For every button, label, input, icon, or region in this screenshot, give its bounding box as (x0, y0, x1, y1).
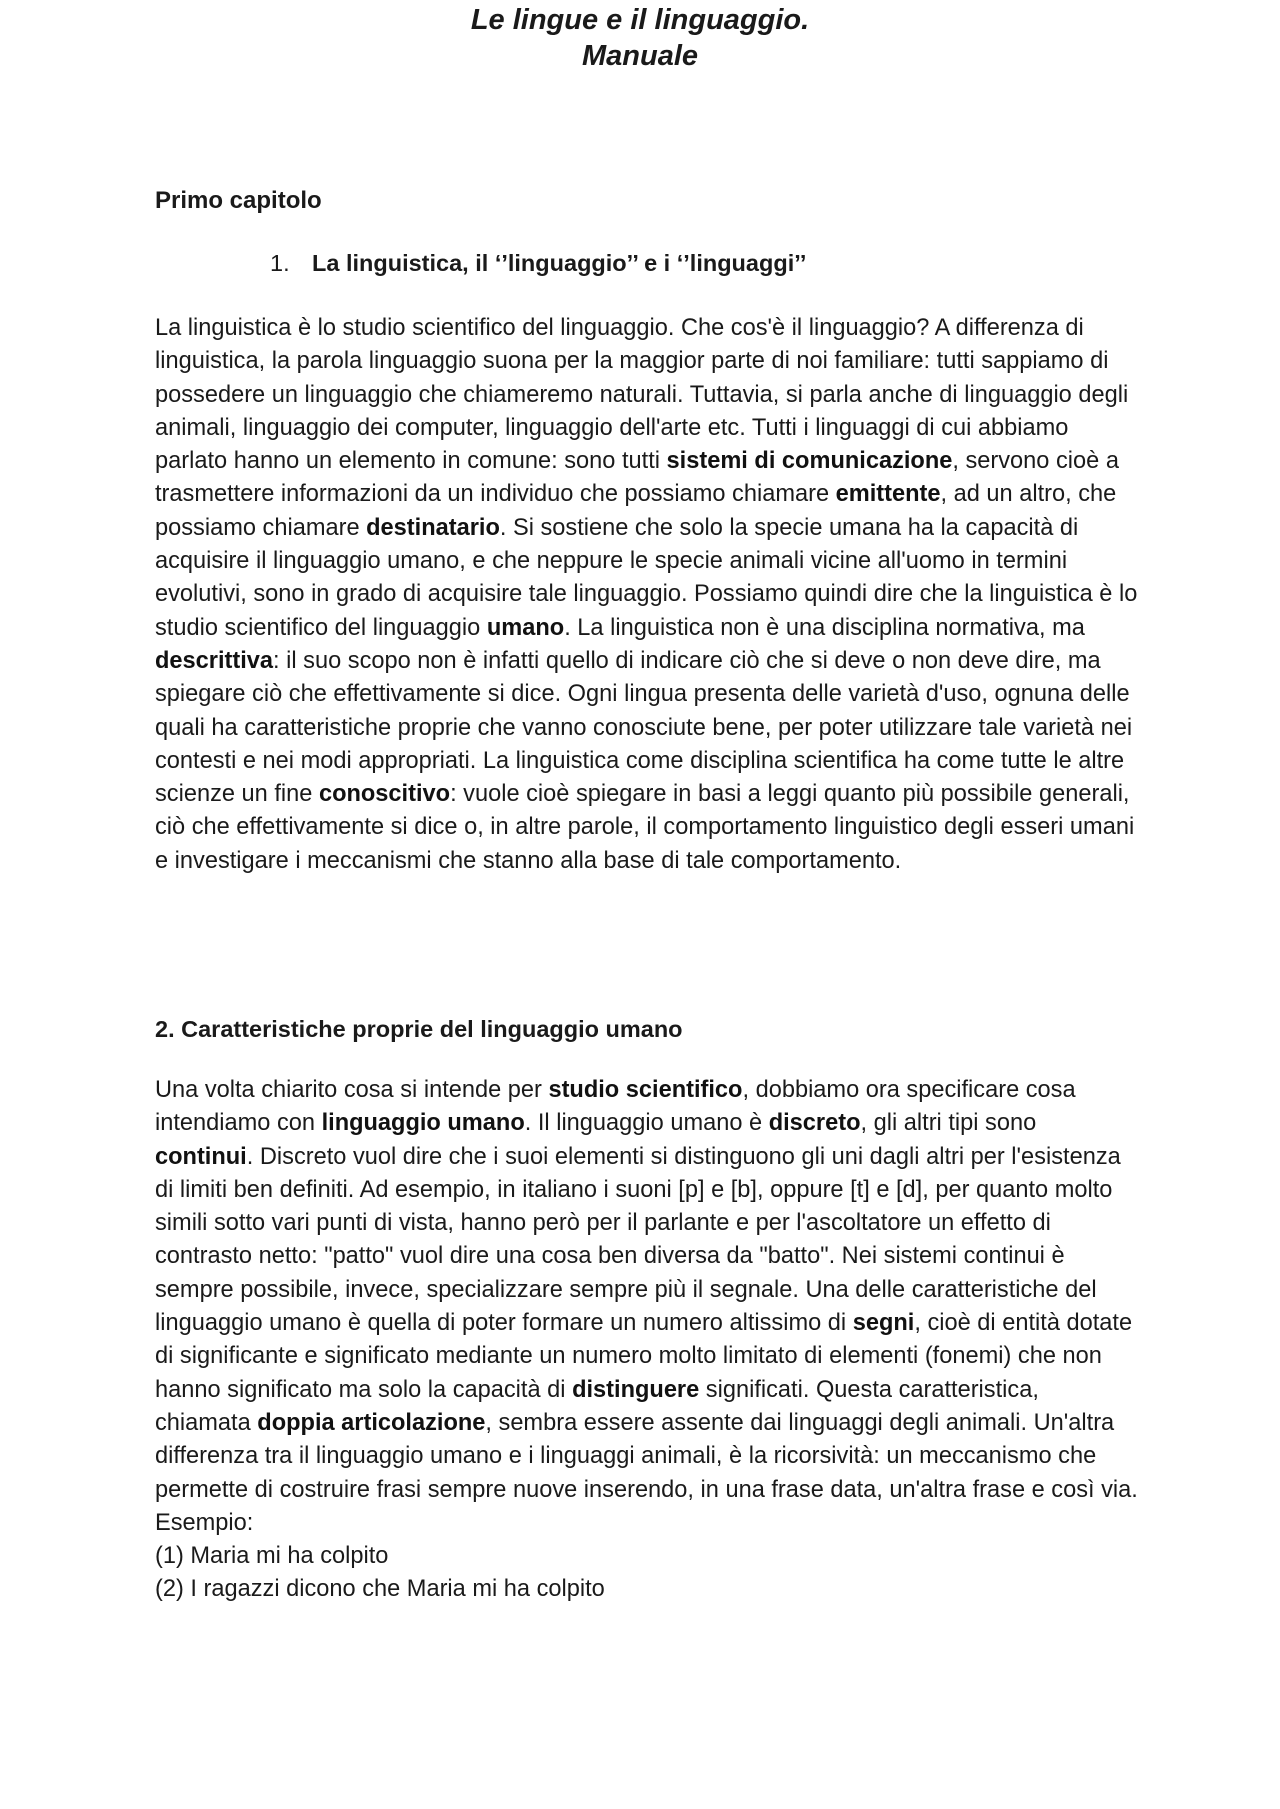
section-1-paragraph (155, 312, 1140, 878)
section-2-text-run: . Il linguaggio umano è (524, 1110, 769, 1137)
document-title (0, 0, 1280, 74)
section-1-number: 1. (270, 250, 290, 276)
section-2-text-run: . Discreto vuol dire che i suoi elementi si distinguono gli uni dagli altri per l'esistenza di limiti ben definiti. Ad esempio, in italiano i suoni [p] e [b], oppure [t] e [d], per quanto molto simili sotto vari punti di vista, hanno però per il parlante e per l'ascoltatore un effetto di contrasto netto: "patto" vuol dire una cosa ben diversa da "batto". Nei sistemi continui è sempre possibile, invece, specializzare sempre più il segnale. Una delle caratteristiche del linguaggio umano è quella di poter formare un numero altissimo di (155, 1143, 1121, 1337)
section-1-bold-term: destinatario (366, 514, 500, 541)
section-2-bold-term: studio scientifico (548, 1077, 743, 1103)
section-1-heading (270, 247, 806, 280)
section-2-text-run: Una volta chiarito cosa si intende per (155, 1077, 549, 1103)
chapter-heading: Primo capitolo (155, 187, 322, 214)
title-line-1: Le lingue e il linguaggio. (470, 4, 810, 36)
section-2-text-run: , sembra essere assente dai linguaggi degli animali. Un'altra differenza tra il linguaggio umano e i linguaggi animali, è la ricorsività: un meccanismo che permette di costruire frasi sempre nuove inserendo, in una frase data, un'altra frase e così via. Esempio: (155, 1409, 1138, 1536)
section-2-text-run: , gli altri tipi sono (860, 1110, 1037, 1137)
section-2-bold-term: distinguere (572, 1376, 700, 1403)
section-2-text-run: , cioè di entità dotate di significante e significato mediante un numero molto limitato di elementi (fonemi) che non hanno significato ma solo la capacità di (155, 1310, 1133, 1403)
section-1-text-run: . Si sostiene che solo la specie umana ha la capacità di acquisire il linguaggio umano, e che neppure le specie animali vicine all'uomo in termini evolutivi, sono in grado di acquisire tale linguaggio. Possiamo quindi dire che la linguistica è lo studio scientifico del linguaggio (155, 514, 1138, 641)
section-1-text-run: . La linguistica non è una disciplina normativa, ma (564, 614, 1085, 641)
section-1-bold-term: umano (486, 614, 565, 641)
example-1: (1) Maria mi ha colpito (155, 1543, 389, 1570)
section-2-bold-term: discreto (768, 1110, 861, 1137)
section-2-bold-term: doppia articolazione (257, 1409, 486, 1436)
section-1-text-run: , servono cioè a trasmettere informazioni da un individuo che possiamo chiamare (155, 448, 1119, 508)
section-2-bold-term: segni (852, 1310, 915, 1337)
section-1-text-run: , ad un altro, che possiamo chiamare (155, 481, 1117, 541)
title-line-2: Manuale (581, 40, 699, 72)
section-1-text-run: : vuole cioè spiegare in basi a leggi quanto più possibile generali, ciò che effettivamente si dice o, in altre parole, il comportamento linguistico degli esseri umani e investigare i meccanismi che stanno alla base di tale comportamento. (155, 781, 1135, 874)
section-1-title: La linguistica, il ‘’linguaggio’’ e i ‘’linguaggi’’ (312, 250, 807, 276)
example-2: (2) I ragazzi dicono che Maria mi ha colpito (155, 1576, 605, 1603)
section-2-text-run: , dobbiamo ora specificare cosa intendiamo con (155, 1077, 1076, 1137)
section-2-body (155, 1074, 1140, 1606)
section-2-heading: 2. Caratteristiche proprie del linguaggio umano (155, 1016, 683, 1042)
section-1-text-run: : il suo scopo non è infatti quello di indicare ciò che si deve o non deve dire, ma spiegare ciò che effettivamente si dice. Ogni lingua presenta delle varietà d'uso, ognuna delle quali ha caratteristiche proprie che vanno conosciute bene, per poter utilizzare tale varietà nei contesti e nei modi appropriati. La linguistica come disciplina scientifica ha come tutte le altre scienze un fine (155, 647, 1133, 808)
section-1-bold-term: descrittiva (155, 647, 274, 674)
section-2-paragraph (155, 1074, 1140, 1540)
section-1-body (155, 312, 1140, 878)
section-1-bold-term: emittente (835, 481, 941, 508)
section-1-text-run: La linguistica è lo studio scientifico del linguaggio. Che cos'è il linguaggio? A differenza di linguistica, la parola linguaggio suona per la maggior parte di noi familiare: tutti sappiamo di possedere un linguaggio che chiameremo naturali. Tuttavia, si parla anche di linguaggio degli animali, linguaggio dei computer, linguaggio dell'arte etc. Tutti i linguaggi di cui abbiamo parlato hanno un elemento in comune: sono tutti (155, 315, 1129, 475)
section-1-bold-term: conoscitivo (318, 781, 451, 808)
section-2-bold-term: linguaggio umano (321, 1110, 525, 1137)
section-1-bold-term: sistemi di comunicazione (666, 448, 953, 475)
section-2-text-run: significati. Questa caratteristica, chiamata (155, 1376, 1039, 1436)
section-2-bold-term: continui (155, 1143, 247, 1170)
